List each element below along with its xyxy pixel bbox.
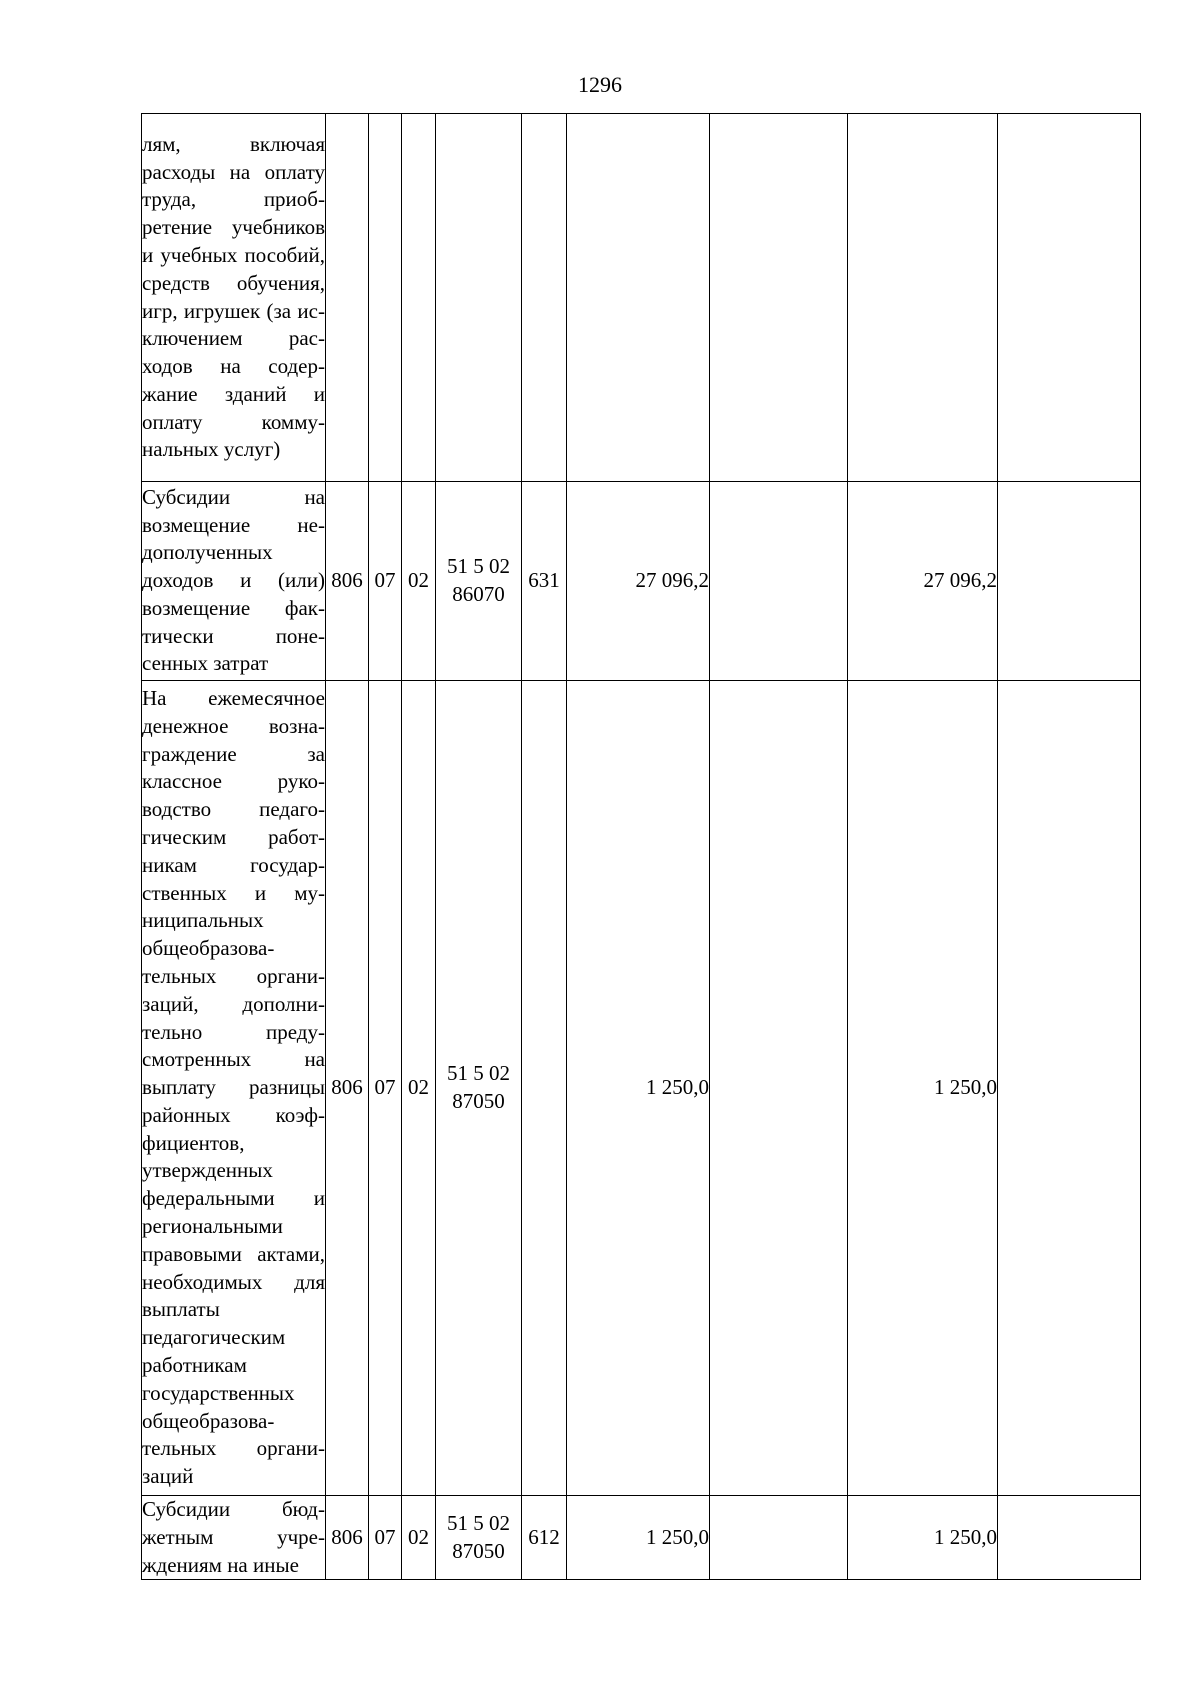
sum-total-cell (567, 114, 710, 482)
row-description: Субсидии на возмещение недополученных доходов и (или) возмещение фактически понесенных затрат (142, 482, 326, 681)
sum-column-4-cell (998, 114, 1141, 482)
budget-table (141, 113, 1141, 1580)
expense-type-code-cell (522, 114, 567, 482)
subsection-code-cell: 02 (402, 1496, 436, 1580)
grbs-code-cell: 806 (326, 1496, 369, 1580)
table-row (142, 1496, 1141, 1580)
sum-total-cell: 27 096,2 (567, 482, 710, 681)
sum-column-4-cell (998, 681, 1141, 1496)
page-number: 1296 (578, 72, 622, 97)
subsection-code-cell: 02 (402, 482, 436, 681)
sum-column-4-cell (998, 1496, 1141, 1580)
table-row (142, 681, 1141, 1496)
section-code-cell: 07 (369, 681, 402, 1496)
sum-column-3-cell (848, 114, 998, 482)
expense-type-code-cell (522, 681, 567, 1496)
row-description: На ежемесячное денежное вознаграждение за классное руководство педагогическим работникам государственных и муниципальных общеобразовательных организаций, дополнительно предусмотренных на выплату разницы районных коэффициентов, утвержденных федеральными и региональными правовыми актами, необходимых для выплаты педагогическим работникам государственных общеобразовательных организаций (142, 681, 326, 1496)
expense-type-code-cell: 631 (522, 482, 567, 681)
sum-total-cell: 1 250,0 (567, 1496, 710, 1580)
target-article-code-cell: 51 5 02 87050 (436, 681, 522, 1496)
sum-total-cell: 1 250,0 (567, 681, 710, 1496)
row-description: Субсидии бюджетным учреждениям на иные (142, 1496, 326, 1580)
sum-column-3-cell: 27 096,2 (848, 482, 998, 681)
sum-column-4-cell (998, 482, 1141, 681)
row-description: лям, включая расходы на оплату труда, приобретение учебников и учебных пособий, средств обучения, игр, игрушек (за исключением расходов на содержание зданий и оплату коммунальных услуг) (142, 114, 326, 482)
sum-column-2-cell (710, 1496, 848, 1580)
grbs-code-cell: 806 (326, 482, 369, 681)
target-article-code-cell: 51 5 02 87050 (436, 1496, 522, 1580)
sum-column-2-cell (710, 482, 848, 681)
sum-column-2-cell (710, 681, 848, 1496)
grbs-code-cell: 806 (326, 681, 369, 1496)
target-article-code-cell (436, 114, 522, 482)
target-article-code-cell: 51 5 02 86070 (436, 482, 522, 681)
sum-column-2-cell (710, 114, 848, 482)
section-code-cell (369, 114, 402, 482)
section-code-cell: 07 (369, 482, 402, 681)
grbs-code-cell (326, 114, 369, 482)
subsection-code-cell: 02 (402, 681, 436, 1496)
subsection-code-cell (402, 114, 436, 482)
sum-column-3-cell: 1 250,0 (848, 1496, 998, 1580)
section-code-cell: 07 (369, 1496, 402, 1580)
table-row (142, 114, 1141, 482)
table-row (142, 482, 1141, 681)
expense-type-code-cell: 612 (522, 1496, 567, 1580)
sum-column-3-cell: 1 250,0 (848, 681, 998, 1496)
